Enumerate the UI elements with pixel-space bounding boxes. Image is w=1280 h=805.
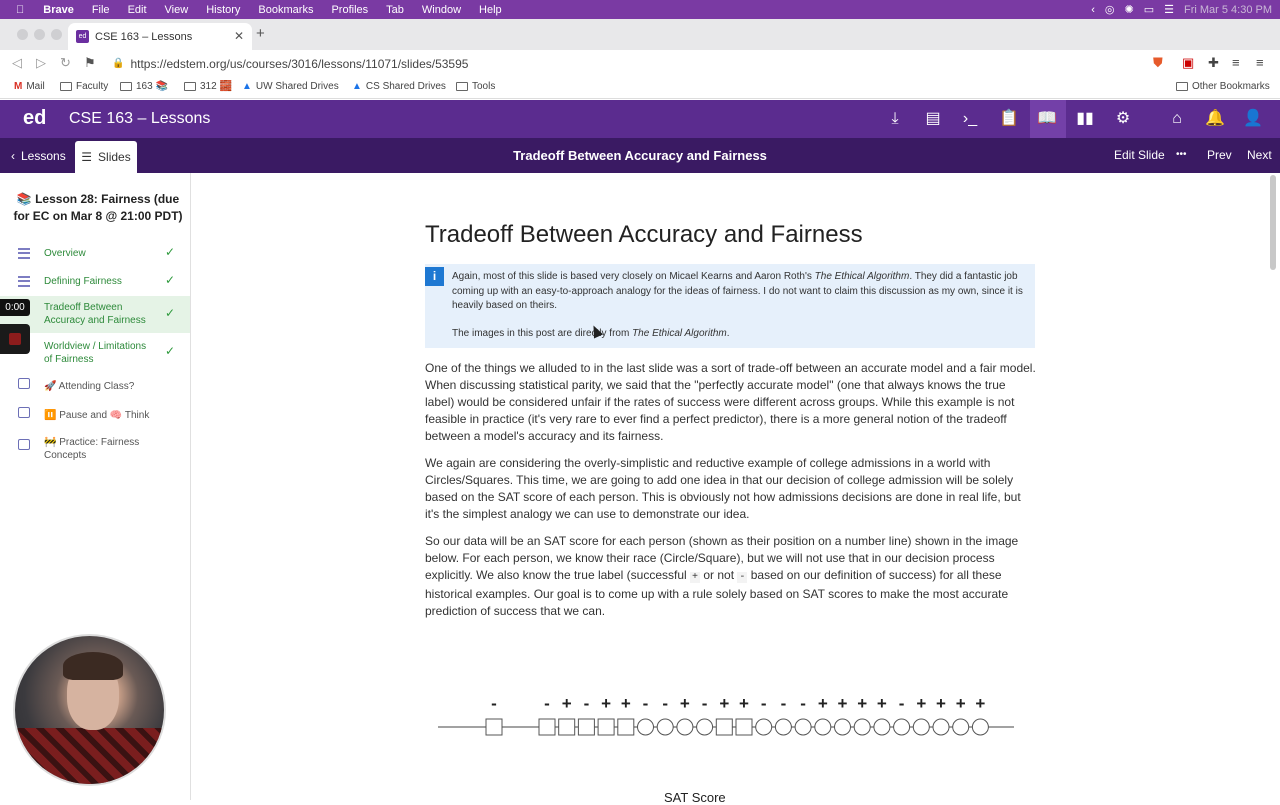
- circle-point: [913, 719, 929, 735]
- bookmark-label: Faculty: [76, 81, 109, 92]
- lessons-button-label: Lessons: [21, 148, 66, 163]
- point-label: -: [662, 694, 669, 713]
- sidebar-item-defining-fairness[interactable]: [0, 274, 190, 290]
- check-icon: ✓: [165, 273, 176, 287]
- bookmark-163[interactable]: [120, 81, 168, 92]
- clipboard-icon[interactable]: 📋: [999, 110, 1019, 127]
- brave-shield-icon[interactable]: ⛊: [1153, 55, 1163, 70]
- ed-header: [0, 100, 1280, 138]
- webcam-shirt: [15, 728, 166, 786]
- point-label: +: [620, 694, 631, 713]
- tab-title: CSE 163 – Lessons: [95, 30, 193, 43]
- next-button[interactable]: Next: [1247, 148, 1272, 162]
- extensions-icon[interactable]: ✚: [1208, 55, 1219, 70]
- point-label: +: [837, 694, 848, 713]
- circle-point: [953, 719, 969, 735]
- point-label: -: [491, 694, 497, 713]
- square-point: [716, 719, 732, 735]
- inline-code-plus: +: [692, 572, 699, 583]
- circle-point: [874, 719, 890, 735]
- check-icon: ✓: [165, 344, 176, 358]
- chevron-left-icon[interactable]: ‹: [1091, 3, 1095, 16]
- square-point: [578, 719, 594, 735]
- sidebar-item-practice[interactable]: [0, 435, 190, 465]
- slide-title: Tradeoff Between Accuracy and Fairness: [513, 148, 767, 163]
- info-paragraph-1: [452, 270, 1028, 314]
- check-icon: ✓: [165, 245, 176, 259]
- close-tab-icon[interactable]: ✕: [233, 29, 244, 43]
- circle-point: [972, 719, 988, 735]
- bookmark-label: 312 🧱: [200, 81, 232, 92]
- info-text: . They did a fantastic job coming up with an easy-to-approach analogy for the ideas of fairness. I do not want to claim this discussion as my own, since it is heavily based on theirs.: [452, 271, 1023, 311]
- sidebar-item-label: Worldview / Limitations of Fairness: [44, 341, 147, 365]
- browser-tab[interactable]: [68, 23, 252, 50]
- folder-icon: [1176, 82, 1188, 91]
- point-label: +: [719, 694, 730, 713]
- slides-button-label: Slides: [98, 150, 131, 164]
- point-label: -: [760, 694, 767, 713]
- apple-icon[interactable]: [0, 4, 34, 16]
- menu-help[interactable]: Help: [470, 3, 494, 16]
- circle-point: [835, 719, 851, 735]
- bookmark-label: 163 📚: [136, 81, 168, 92]
- page-icon: [18, 439, 30, 450]
- slide-lines-icon: [18, 276, 30, 287]
- circle-point: [697, 719, 713, 735]
- bookmark-mail[interactable]: [14, 81, 45, 92]
- sat-score-axis-label: SAT Score: [664, 790, 726, 805]
- bookmark-312[interactable]: [184, 81, 232, 92]
- point-label: -: [701, 694, 708, 713]
- download-icon[interactable]: ⤓: [891, 110, 899, 127]
- menu-bookmarks[interactable]: Bookmarks: [250, 3, 306, 16]
- prev-button[interactable]: Prev: [1207, 148, 1232, 162]
- chevron-left-icon: ‹: [11, 148, 15, 163]
- folder-icon: [60, 82, 72, 91]
- square-point: [559, 719, 575, 735]
- inline-code-minus: -: [739, 572, 746, 583]
- discussion-icon[interactable]: ▤: [925, 110, 941, 127]
- forward-icon[interactable]: ▷: [36, 55, 46, 70]
- user-icon[interactable]: 👤: [1243, 110, 1263, 127]
- lesson-title: 📚 Lesson 28: Fairness (due for EC on Mar 8 @ 21:00 PDT): [13, 192, 183, 223]
- bookmark-tools[interactable]: [456, 81, 495, 92]
- new-tab-icon[interactable]: +: [256, 25, 265, 42]
- circle-point: [677, 719, 693, 735]
- circle-point: [638, 719, 654, 735]
- point-label: -: [583, 694, 590, 713]
- sidebar-item-label: Overview: [44, 248, 86, 259]
- folder-icon: [456, 82, 468, 91]
- browser-tab-strip: [0, 19, 1280, 50]
- point-label: -: [544, 694, 550, 713]
- point-label: +: [876, 694, 887, 713]
- control-center-icon[interactable]: ☰: [1164, 4, 1174, 16]
- slide-subheader: [0, 138, 1280, 173]
- info-text: Again, most of this slide is based very closely on Micael Kearns and Aaron Roth's: [452, 271, 815, 282]
- circle-point: [775, 719, 791, 735]
- point-label: +: [601, 694, 612, 713]
- square-point: [539, 719, 555, 735]
- square-point: [618, 719, 634, 735]
- point-label: +: [936, 694, 946, 713]
- obs-icon[interactable]: ◎: [1104, 4, 1115, 16]
- drive-icon: ▲: [242, 81, 252, 92]
- slides-toggle-button[interactable]: [75, 141, 137, 173]
- bookmark-label: UW Shared Drives: [255, 81, 339, 92]
- notifications-bell-icon[interactable]: 🔔: [1205, 110, 1225, 127]
- circle-point: [933, 719, 949, 735]
- point-label: -: [780, 694, 787, 713]
- info-text: The images in this post are directly from: [452, 328, 633, 339]
- window-close-button[interactable]: [17, 29, 28, 40]
- sidebar-item-pause-think[interactable]: [0, 407, 190, 425]
- paragraph-tradeoff-intro: One of the things we alluded to in the last slide was a sort of trade-off between an accurate model and a fair model. When discussing statistical parity, we said that the "perfectly accurate model" (one that always knows the true label) would be considered unfair if the rates of success were different across groups. While this example is not feasible in practice (it's very rare to ever find a perfect predictor), there is a more general notion of the tradeoff between a model's accuracy and its fairness.: [425, 361, 1036, 443]
- lessons-back-button[interactable]: [5, 143, 72, 168]
- bookmark-faculty[interactable]: [60, 81, 108, 92]
- check-icon: ✓: [165, 306, 176, 320]
- paragraph-text: or not: [700, 568, 738, 582]
- bookmark-icon[interactable]: ⚑: [84, 55, 96, 70]
- circle-point: [854, 719, 870, 735]
- paragraph-text: based on our definition of success) for all these historical examples. Our goal is to come up with a rule solely based on SAT scores to make the most accurate prediction of success that we can.: [425, 568, 1009, 618]
- sat-number-line-figure: [438, 690, 1018, 750]
- page-icon: [18, 378, 30, 389]
- home-icon[interactable]: ⌂: [1172, 110, 1182, 127]
- sidebar-item-label: 🚀 Attending Class?: [44, 381, 135, 392]
- reading-list-icon[interactable]: ≡: [1232, 55, 1240, 70]
- sidebar-item-label: ⏸️ Pause and 🧠 Think: [44, 410, 150, 421]
- menu-app-name[interactable]: Brave: [35, 3, 66, 16]
- menu-icon[interactable]: ≡: [1256, 55, 1264, 70]
- drive-icon: ▲: [352, 81, 362, 92]
- menu-window[interactable]: Window: [413, 3, 453, 16]
- square-point: [486, 719, 502, 735]
- point-label: +: [817, 694, 828, 713]
- webcam-hair: [63, 652, 123, 680]
- info-paragraph-2: [452, 327, 1028, 342]
- menu-profiles[interactable]: Profiles: [323, 3, 360, 16]
- square-point: [598, 719, 614, 735]
- folder-icon: [120, 82, 132, 91]
- paragraph-admissions-example: We again are considering the overly-simplistic and reductive example of college admissions in a world with Circles/Squares. This time, we are going to add one idea in that our decision of college admission will be solely based on the SAT score of each person. This is obviously not how admissions decisions are done in real life, but it's the simplest analogy we can use to demonstrate our idea.: [425, 456, 1021, 521]
- book-title: The Ethical Algorithm: [632, 328, 727, 339]
- folder-icon: [184, 82, 196, 91]
- more-options-icon[interactable]: •••: [1176, 149, 1187, 160]
- bookmark-cs-shared-drives[interactable]: [352, 81, 446, 92]
- ed-logo[interactable]: ed: [23, 107, 47, 129]
- info-text: .: [726, 328, 730, 339]
- webcam-overlay: [13, 634, 166, 786]
- battery-icon[interactable]: ▭: [1143, 4, 1155, 16]
- point-label: -: [898, 694, 905, 713]
- book-title: The Ethical Algorithm: [814, 271, 910, 282]
- bookmark-label: Other Bookmarks: [1192, 81, 1270, 92]
- circle-point: [657, 719, 673, 735]
- brightness-icon[interactable]: ✺: [1124, 4, 1134, 16]
- recording-timer: 0:00: [0, 299, 30, 316]
- point-label: +: [561, 694, 572, 713]
- circle-point: [815, 719, 831, 735]
- point-label: +: [679, 694, 690, 713]
- circle-point: [795, 719, 811, 735]
- point-label: +: [975, 694, 986, 713]
- url-field[interactable]: [112, 53, 1142, 74]
- point-label: -: [642, 694, 649, 713]
- lessons-icon[interactable]: 📖: [1037, 110, 1057, 127]
- point-label: +: [955, 694, 966, 713]
- sidebar-item-label: Defining Fairness: [44, 276, 122, 287]
- slide-lines-icon: [18, 248, 30, 259]
- bookmark-label: Tools: [472, 81, 496, 92]
- list-icon: ☰: [81, 150, 93, 164]
- edit-slide-button[interactable]: Edit Slide: [1114, 148, 1165, 162]
- bookmark-uw-shared-drives[interactable]: [242, 81, 339, 92]
- terminal-icon[interactable]: ›_: [962, 110, 978, 127]
- point-label: -: [800, 694, 806, 713]
- window-minimize-button[interactable]: [34, 29, 45, 40]
- circle-point: [756, 719, 772, 735]
- point-label: +: [916, 694, 927, 713]
- window-zoom-button[interactable]: [51, 29, 62, 40]
- paragraph-sat-data: [425, 533, 1037, 620]
- bookmark-label: Mail: [26, 81, 45, 92]
- settings-gear-icon[interactable]: ⚙: [1115, 110, 1131, 127]
- url-text: https://edstem.org/us/courses/3016/lessons/11071/slides/53595: [130, 56, 469, 71]
- gmail-icon: M: [14, 81, 23, 92]
- other-bookmarks[interactable]: [1176, 81, 1270, 92]
- lock-icon: 🔒: [112, 58, 125, 69]
- menu-history[interactable]: History: [197, 3, 233, 16]
- paragraph-text: So our data will be an SAT score for each person (shown as their position on a number line) shown in the image below. For each person, we know their race (Circle/Square), but we will not use that in our decision process explicitly. We also know the true label (successful: [425, 534, 1019, 582]
- menu-edit[interactable]: Edit: [119, 3, 139, 16]
- page-heading: Tradeoff Between Accuracy and Fairness: [425, 221, 863, 248]
- dnd-extension-icon[interactable]: ▣: [1182, 55, 1195, 70]
- analytics-icon[interactable]: ▮▮: [1076, 110, 1094, 127]
- sidebar-item-overview[interactable]: [0, 246, 190, 262]
- course-title[interactable]: CSE 163 – Lessons: [69, 110, 211, 127]
- ed-favicon-icon: ed: [76, 30, 89, 43]
- back-icon[interactable]: ◁: [12, 55, 22, 70]
- reload-icon[interactable]: ↻: [60, 55, 71, 70]
- bookmarks-bar: [0, 77, 1280, 99]
- record-stop-button[interactable]: [0, 324, 30, 354]
- address-bar-row: [0, 50, 1280, 77]
- page-scrollbar[interactable]: [1270, 175, 1276, 270]
- point-label: +: [739, 694, 749, 713]
- page-icon: [18, 407, 30, 418]
- menubar-clock[interactable]: Fri Mar 5 4:30 PM: [1183, 3, 1272, 16]
- menu-view[interactable]: View: [156, 3, 180, 16]
- menu-tab[interactable]: Tab: [377, 3, 396, 16]
- sidebar-item-label: Tradeoff Between Accuracy and Fairness: [44, 302, 146, 326]
- point-label: +: [857, 694, 868, 713]
- circle-point: [894, 719, 910, 735]
- square-point: [736, 719, 752, 735]
- sidebar-item-label: 🚧 Practice: Fairness Concepts: [44, 437, 140, 461]
- sidebar-item-attending-class[interactable]: [0, 378, 190, 396]
- bookmark-label: CS Shared Drives: [365, 81, 446, 92]
- menu-file[interactable]: File: [83, 3, 102, 16]
- macos-menubar: [0, 0, 1280, 19]
- info-icon: i: [425, 267, 444, 286]
